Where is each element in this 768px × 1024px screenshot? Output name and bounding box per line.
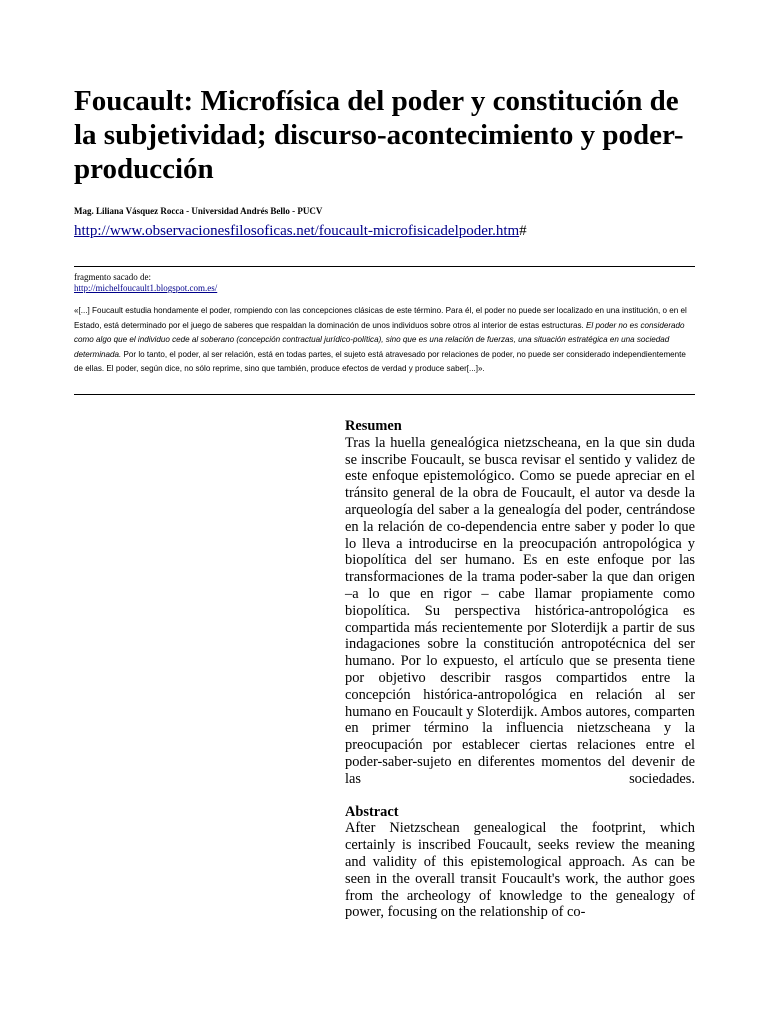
summary-column <box>345 418 695 921</box>
quote-text-part1: «[...] Foucault estudia hondamente el poder, rompiendo con las concepciones clásicas de este término. Para él, el poder no puede ser localizado en una institución, o en el Estado, está determinado por el juego de saberes que respaldan la dominación de unos individuos sobre otros al interior de estas estructuras. <box>74 306 687 330</box>
resumen-heading: Resumen <box>345 418 402 434</box>
quote-text-part2: Por lo tanto, el poder, al ser relación, está en todas partes, el sujeto está atravesado por relaciones de poder, no puede ser considerado independientemente de ellas. El poder, según dice, no sólo reprime, sino que también, produce efectos de verdad y produce saber[...]». <box>74 349 686 374</box>
quote-paragraph <box>74 304 696 377</box>
article-title: Foucault: Microfísica del poder y constitución de la subjetividad; discurso-acontecimiento y poder-producción <box>74 85 684 185</box>
quote-text-italic: El poder no es considerado como algo que el individuo cede al soberano (concepción contractual jurídico-política), sino que es una relación de fuerzas, una situación estratégica en una sociedad determinada. <box>74 320 685 359</box>
fragment-link-line <box>74 283 217 294</box>
abstract-body: After Nietzschean genealogical the footprint, which certainly is inscribed Foucault, seeks review the meaning and validity of this epistemological approach. As can be seen in the overall transit Foucault's work, the author goes from the archeology of knowledge to the genealogy of power, focusing on the relationship of co- <box>345 820 695 921</box>
resumen-body: Tras la huella genealógica nietzscheana, en la que sin duda se inscribe Foucault, se busca revisar el sentido y validez de este enfoque epistemológico. Como se puede apreciar en el tránsito general de la obra de Foucault, el autor va desde la arqueología del saber a la genealogía del poder, centrándose en la relación de co-dependencia entre saber y poder lo que lo lleva a introducirse en la preocupación antropológica y biopolítica del ser humano. Es en este enfoque por las transformaciones de la trama poder-saber la que dan origen –a lo que en rigor – cabe llamar propiamente como biopolítica. Su perspectiva histórica-antropológica es compartida más recientemente por Sloterdijk a partir de sus indagaciones sobre la constitución antropotécnica del ser humano. Por lo expuesto, el artículo que se presenta tiene por objetivo describir rasgos compartidos entre la concepción histórica-antropológica en relación al ser humano en Foucault y Sloterdijk. Ambos autores, comparten en primer término la influencia nietzscheana y la preocupación por establecer ciertas relaciones entre el poder-saber-sujeto en diferentes momentos del devenir de las sociedades. <box>345 434 695 787</box>
author-line: Mag. Liliana Vásquez Rocca - Universidad Andrés Bello - PUCV <box>74 206 323 216</box>
source-url-suffix: # <box>519 223 527 239</box>
top-divider <box>74 266 695 267</box>
source-url-link[interactable]: http://www.observacionesfilosoficas.net/foucault-microfisicadelpoder.htm <box>74 223 520 239</box>
fragment-link[interactable]: http://michelfoucault1.blogspot.com.es/ <box>74 283 218 293</box>
source-url-line <box>74 222 527 240</box>
bottom-divider <box>74 394 695 395</box>
fragment-label: fragmento sacado de: <box>74 272 151 282</box>
abstract-heading: Abstract <box>345 803 399 820</box>
section-spacer <box>345 788 695 804</box>
